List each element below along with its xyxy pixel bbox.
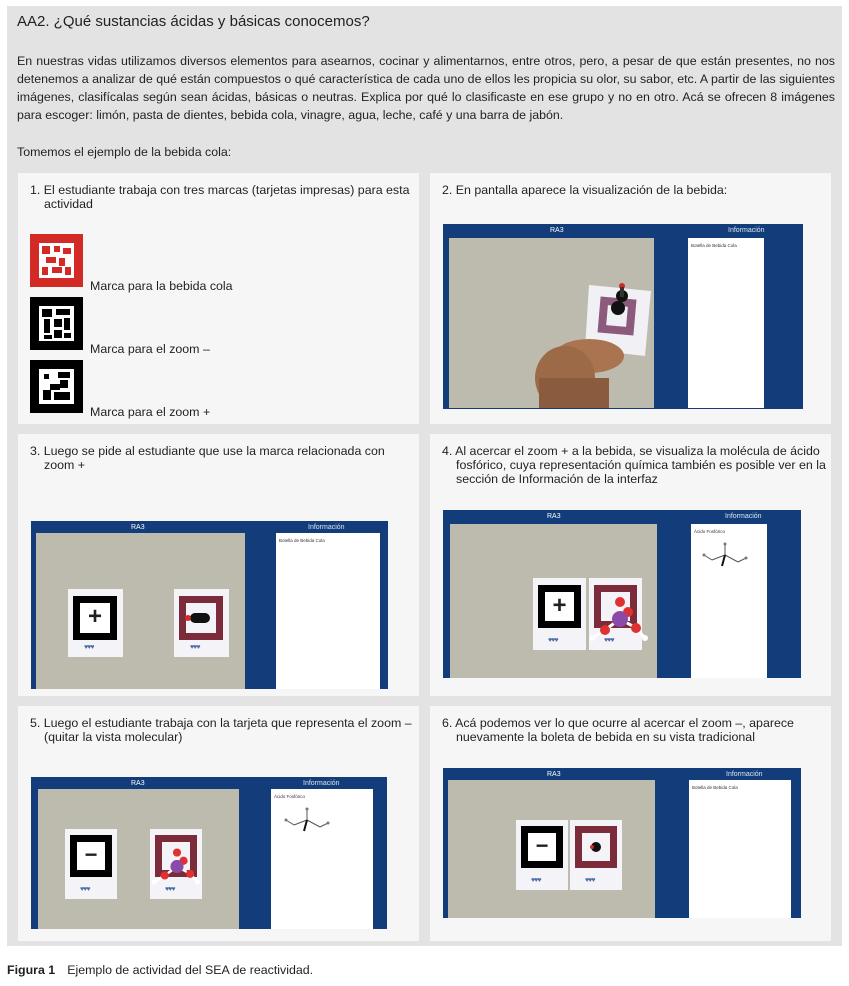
- structural-formula-icon: [282, 805, 332, 835]
- app-title: RA3: [550, 227, 564, 234]
- ra3-app-window: [31, 521, 388, 689]
- step-5-text: 5. Luego el estudiante trabaja con la tarjeta que representa el zoom – (quitar la vista molecular): [30, 716, 412, 744]
- panel-5: [18, 706, 419, 941]
- cola-card: [174, 589, 229, 657]
- intro-paragraph: En nuestras vidas utilizamos diversos elementos para asearnos, cocinar y alimentarnos, entre otros, pero, a pesar de que están presentes, no nos detenemos a analizar de qué están compuestos o qué característica de cada uno de ellos les propicia su olor, su sabor, etc. A partir de las siguientes imágenes, clasifícalas según sean ácidas, básicas o neutras. Explica por qué lo clasificaste en ese grupo y no en otro. Acá se ofrecen 8 imágenes para escoger: limón, pasta de dientes, bebida cola, vinagre, agua, leche, café y una barra de jabón.: [17, 54, 835, 122]
- app-title: RA3: [547, 771, 561, 778]
- step-3-text: 3. Luego se pide al estudiante que use la marca relacionada con zoom +: [30, 444, 385, 472]
- panel-1: [18, 173, 419, 424]
- zoom-plus-marker-icon: [30, 360, 83, 413]
- zoom-minus-marker-label: Marca para el zoom –: [90, 342, 210, 356]
- figure-caption: [7, 963, 313, 977]
- ra3-app-window: [443, 768, 801, 918]
- step-1-text: 1. El estudiante trabaja con tres marcas (tarjetas impresas) para esta actividad: [30, 183, 410, 211]
- info-panel: [276, 533, 380, 689]
- info-text: Ácido Fosfórico: [274, 794, 306, 799]
- figure-title: AA2. ¿Qué sustancias ácidas y básicas conocemos?: [17, 13, 370, 30]
- info-header: Información: [725, 513, 762, 520]
- info-header: Información: [726, 771, 763, 778]
- step-4-text: 4. Al acercar el zoom + a la bebida, se visualiza la molécula de ácido fosfórico, cuya representación química también es posible ver en la sección de Información de la interfaz: [442, 444, 826, 486]
- camera-view: [38, 789, 239, 929]
- camera-view: [448, 780, 655, 918]
- phosphoric-acid-molecule-icon: [152, 846, 202, 891]
- info-text: Botella de Bebida Cola: [279, 538, 325, 543]
- zoom-plus-marker-label: Marca para el zoom +: [90, 405, 211, 419]
- camera-view: [36, 533, 245, 689]
- info-header: Información: [308, 524, 345, 531]
- hearts-icon: ♥♥♥: [84, 644, 94, 651]
- hearts-icon: ♥♥♥: [165, 886, 175, 893]
- info-panel: [271, 789, 373, 929]
- info-text: Ácido Fosfórico: [694, 529, 726, 534]
- lead-text: Tomemos el ejemplo de la bebida cola:: [17, 145, 232, 159]
- hearts-icon: ♥♥♥: [548, 637, 558, 644]
- bottle-icon: [190, 613, 210, 623]
- hearts-icon: ♥♥♥: [604, 637, 614, 644]
- info-panel: [689, 780, 791, 918]
- hearts-icon: ♥♥♥: [190, 644, 200, 651]
- structural-formula-icon: [700, 540, 750, 570]
- hearts-icon: ♥♥♥: [80, 886, 90, 893]
- phosphoric-acid-molecule-icon: [590, 594, 650, 649]
- panel-4: [430, 434, 831, 696]
- info-header: Información: [303, 780, 340, 787]
- app-title: RA3: [131, 524, 145, 531]
- cola-card: [570, 820, 622, 890]
- zoom-plus-card: + ♥♥♥: [68, 589, 123, 657]
- panel-6: [430, 706, 831, 941]
- ra3-app-window: [31, 777, 387, 929]
- app-title: RA3: [131, 780, 145, 787]
- info-text: Botella de Bebida Cola: [692, 785, 738, 790]
- app-title: RA3: [547, 513, 561, 520]
- zoom-minus-marker-icon: [30, 297, 83, 350]
- info-panel: [691, 524, 767, 678]
- info-text: Botella de Bebida Cola: [691, 243, 737, 248]
- caption-text: Ejemplo de actividad del SEA de reactividad.: [67, 963, 314, 977]
- camera-view: [449, 238, 654, 408]
- info-header: Información: [728, 227, 765, 234]
- hearts-icon: ♥♥♥: [585, 877, 595, 884]
- panel-2: [430, 173, 831, 424]
- figure-box: [7, 6, 842, 946]
- camera-view: [450, 524, 657, 678]
- cola-marker-icon: [30, 234, 83, 287]
- hearts-icon: ♥♥♥: [531, 877, 541, 884]
- panel-3: [18, 434, 419, 696]
- ra3-app-window: [443, 510, 801, 678]
- zoom-minus-card: − ♥♥♥: [65, 829, 117, 899]
- zoom-plus-card: + ♥♥♥: [533, 578, 586, 650]
- cola-marker-label: Marca para la bebida cola: [90, 279, 233, 293]
- zoom-minus-card: − ♥♥♥: [516, 820, 568, 890]
- ra3-app-window: [443, 224, 803, 409]
- info-panel: [688, 238, 764, 408]
- step-6-text: 6. Acá podemos ver lo que ocurre al acercar el zoom –, aparece nuevamente la boleta de bebida en su vista tradicional: [442, 716, 794, 744]
- step-2-text: 2. En pantalla aparece la visualización de la bebida:: [442, 183, 728, 197]
- caption-label: Figura 1: [7, 963, 56, 977]
